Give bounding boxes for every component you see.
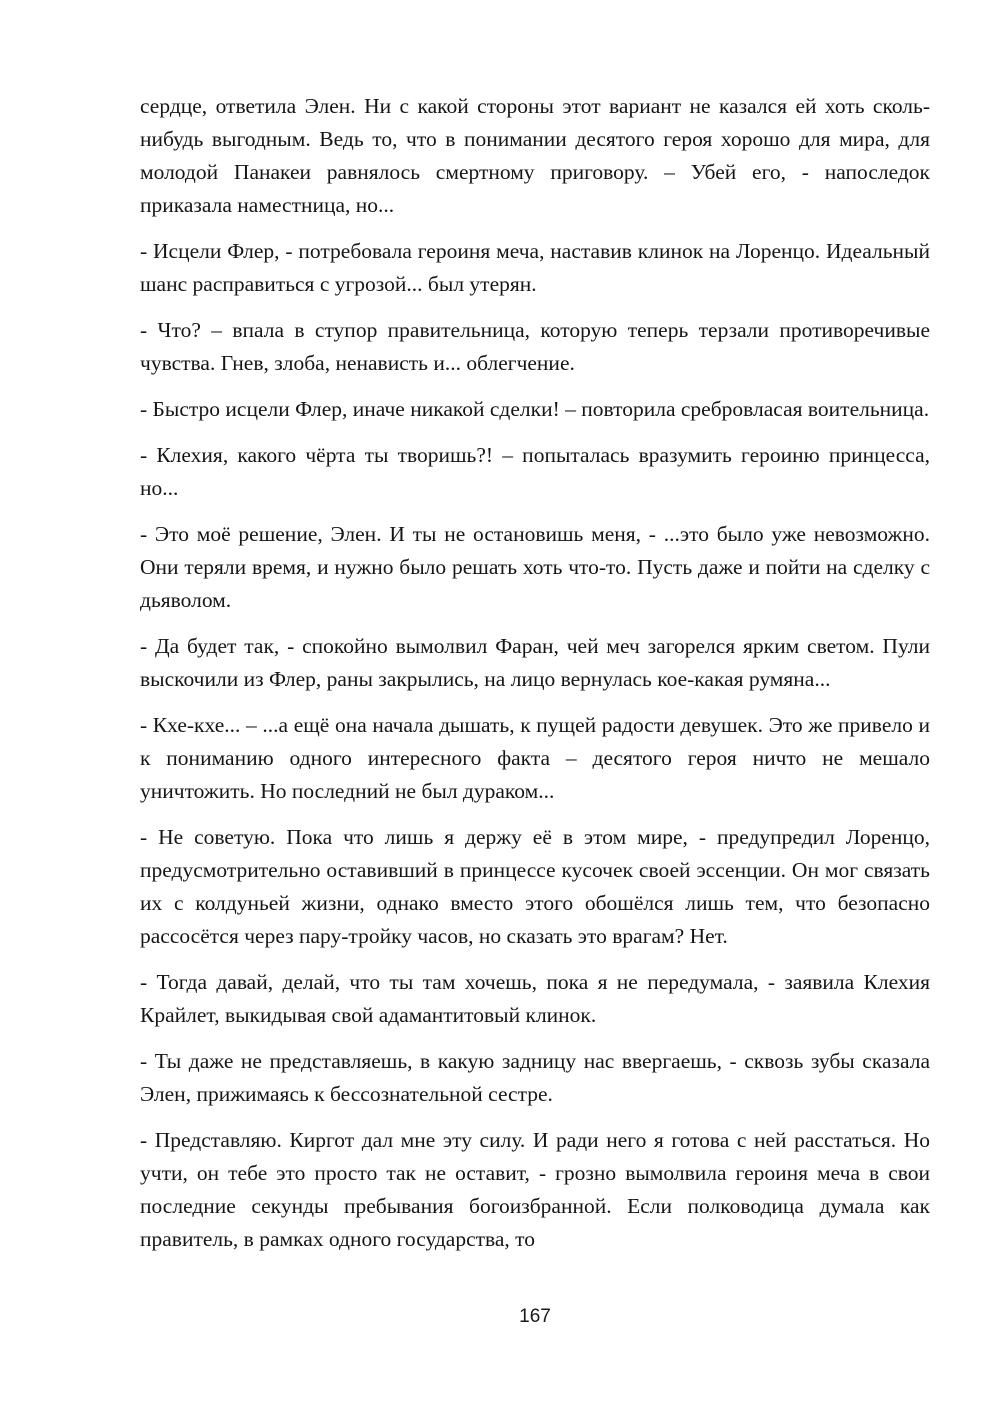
page-text-block [140,90,930,1269]
paragraph: - Да будет так, - спокойно вымолвил Фаран, чей меч загорелся ярким светом. Пули выскочили из Флер, раны закрылись, на лицо вернулась кое-какая румяна... [140,634,930,691]
paragraph: - Не советую. Пока что лишь я держу её в этом мире, - предупредил Лоренцо, предусмотрительно оставивший в принцессе кусочек своей эссенции. Он мог связать их с колдуньей жизни, однако вместо этого обошёлся лишь тем, что безопасно рассосётся через пару-тройку часов, но сказать это врагам? Нет. [140,825,930,948]
paragraph: - Быстро исцели Флер, иначе никакой сделки! – повторила сребровласая воительница. [140,397,930,421]
paragraph: - Клехия, какого чёрта ты творишь?! – попыталась вразумить героиню принцесса, но... [140,443,930,500]
paragraph: - Тогда давай, делай, что ты там хочешь, пока я не передумала, - заявила Клехия Крайлет, выкидывая свой адамантитовый клинок. [140,970,930,1027]
paragraph: - Исцели Флер, - потребовала героиня меча, наставив клинок на Лоренцо. Идеальный шанс расправиться с угрозой... был утерян. [140,239,930,296]
paragraph: - Что? – впала в ступор правительница, которую теперь терзали противоречивые чувства. Гнев, злоба, ненависть и... облегчение. [140,318,930,375]
paragraph: - Представляю. Киргот дал мне эту силу. И ради него я готова с ней расстаться. Но учти, он тебе это просто так не оставит, - грозно вымолвила героиня меча в свои последние секунды пребывания богоизбранной. Если полководица думала как правитель, в рамках одного государства, то [140,1128,930,1251]
paragraph: - Это моё решение, Элен. И ты не остановишь меня, - ...это было уже невозможно. Они теряли время, и нужно было решать хоть что-то. Пусть даже и пойти на сделку с дьяволом. [140,522,930,612]
page-number: 167 [519,1306,551,1327]
paragraph: - Ты даже не представляешь, в какую задницу нас ввергаешь, - сквозь зубы сказала Элен, прижимаясь к бессознательной сестре. [140,1049,930,1106]
paragraph: - Кхе-кхе... – ...а ещё она начала дышать, к пущей радости девушек. Это же привело и к пониманию одного интересного факта – десятого героя ничто не мешало уничтожить. Но последний не был дураком... [140,713,930,803]
paragraph: сердце, ответила Элен. Ни с какой стороны этот вариант не казался ей хоть сколь-нибудь выгодным. Ведь то, что в понимании десятого героя хорошо для мира, для молодой Панакеи равнялось смертному приговору. – Убей его, - напоследок приказала наместница, но... [140,94,930,217]
